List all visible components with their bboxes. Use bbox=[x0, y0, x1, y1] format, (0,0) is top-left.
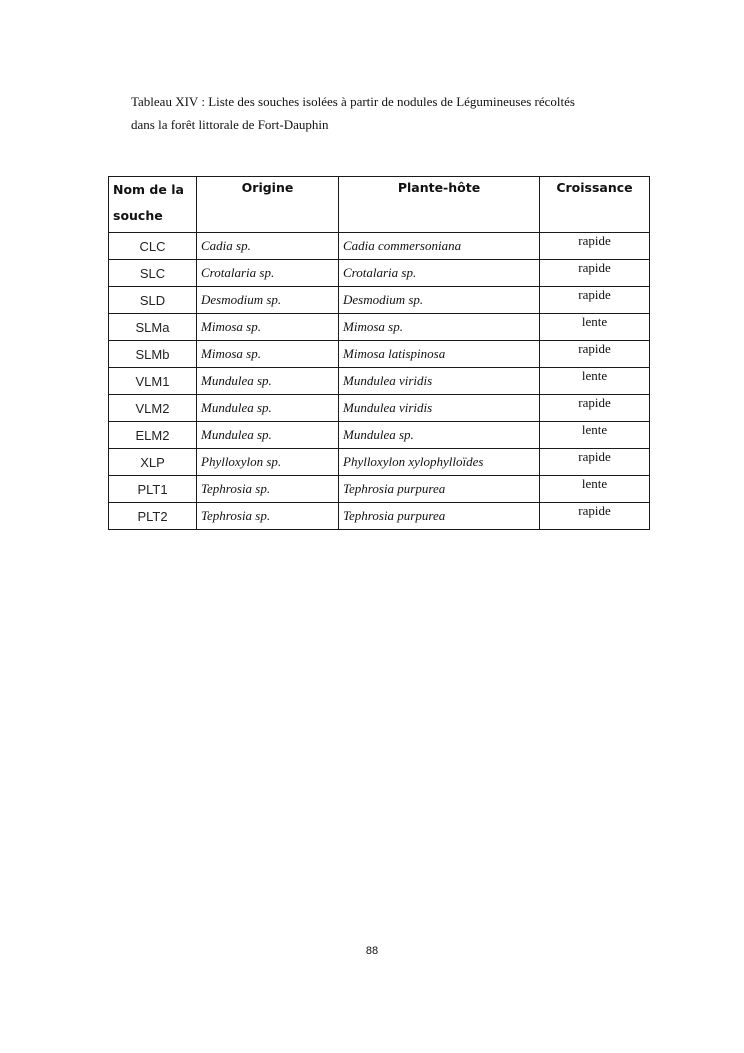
cell-origin: Mimosa sp. bbox=[197, 314, 339, 341]
cell-growth: lente bbox=[540, 422, 650, 449]
header-strain-name-line-2: souche bbox=[113, 208, 163, 223]
header-strain-name bbox=[109, 177, 197, 233]
cell-origin: Desmodium sp. bbox=[197, 287, 339, 314]
cell-origin: Mundulea sp. bbox=[197, 368, 339, 395]
cell-host-plant: Mimosa sp. bbox=[339, 314, 540, 341]
cell-host-plant: Mundulea viridis bbox=[339, 368, 540, 395]
cell-strain-code: SLMa bbox=[109, 314, 197, 341]
header-strain-name-line-1: Nom de la bbox=[113, 182, 184, 197]
cell-origin: Crotalaria sp. bbox=[197, 260, 339, 287]
cell-host-plant: Mimosa latispinosa bbox=[339, 341, 540, 368]
cell-growth: lente bbox=[540, 476, 650, 503]
table-row bbox=[109, 260, 650, 287]
table-row bbox=[109, 395, 650, 422]
cell-strain-code: CLC bbox=[109, 233, 197, 260]
cell-host-plant: Desmodium sp. bbox=[339, 287, 540, 314]
cell-host-plant: Tephrosia purpurea bbox=[339, 476, 540, 503]
cell-strain-code: SLMb bbox=[109, 341, 197, 368]
page-number: 88 bbox=[365, 945, 379, 957]
cell-growth: rapide bbox=[540, 503, 650, 530]
table-row bbox=[109, 287, 650, 314]
table-header bbox=[109, 177, 650, 233]
caption-line-2: dans la forêt littorale de Fort-Dauphin bbox=[131, 117, 329, 132]
cell-host-plant: Mundulea viridis bbox=[339, 395, 540, 422]
cell-host-plant: Mundulea sp. bbox=[339, 422, 540, 449]
cell-strain-code: SLD bbox=[109, 287, 197, 314]
cell-growth: rapide bbox=[540, 233, 650, 260]
cell-growth: lente bbox=[540, 368, 650, 395]
cell-origin: Mundulea sp. bbox=[197, 422, 339, 449]
table-row bbox=[109, 449, 650, 476]
cell-host-plant: Crotalaria sp. bbox=[339, 260, 540, 287]
header-origin: Origine bbox=[197, 177, 339, 233]
table-row bbox=[109, 422, 650, 449]
cell-growth: rapide bbox=[540, 395, 650, 422]
cell-strain-code: PLT1 bbox=[109, 476, 197, 503]
cell-origin: Cadia sp. bbox=[197, 233, 339, 260]
cell-origin: Tephrosia sp. bbox=[197, 476, 339, 503]
table-row bbox=[109, 503, 650, 530]
cell-origin: Mimosa sp. bbox=[197, 341, 339, 368]
cell-origin: Phylloxylon sp. bbox=[197, 449, 339, 476]
header-host-plant: Plante-hôte bbox=[339, 177, 540, 233]
strain-table bbox=[108, 176, 650, 530]
cell-strain-code: XLP bbox=[109, 449, 197, 476]
cell-growth: rapide bbox=[540, 449, 650, 476]
cell-growth: rapide bbox=[540, 341, 650, 368]
cell-strain-code: PLT2 bbox=[109, 503, 197, 530]
cell-origin: Tephrosia sp. bbox=[197, 503, 339, 530]
caption-line-1: Tableau XIV : Liste des souches isolées à partir de nodules de Légumineuses récoltés bbox=[131, 94, 575, 109]
cell-strain-code: ELM2 bbox=[109, 422, 197, 449]
cell-growth: lente bbox=[540, 314, 650, 341]
cell-host-plant: Tephrosia purpurea bbox=[339, 503, 540, 530]
cell-growth: rapide bbox=[540, 260, 650, 287]
strain-table-container bbox=[108, 176, 649, 530]
cell-strain-code: VLM1 bbox=[109, 368, 197, 395]
cell-strain-code: SLC bbox=[109, 260, 197, 287]
table-row bbox=[109, 476, 650, 503]
cell-host-plant: Phylloxylon xylophylloïdes bbox=[339, 449, 540, 476]
table-row bbox=[109, 368, 650, 395]
cell-strain-code: VLM2 bbox=[109, 395, 197, 422]
header-growth: Croissance bbox=[540, 177, 650, 233]
cell-origin: Mundulea sp. bbox=[197, 395, 339, 422]
table-row bbox=[109, 341, 650, 368]
table-row bbox=[109, 314, 650, 341]
table-row bbox=[109, 233, 650, 260]
cell-growth: rapide bbox=[540, 287, 650, 314]
table-caption bbox=[131, 90, 671, 136]
header-row bbox=[109, 177, 650, 233]
cell-host-plant: Cadia commersoniana bbox=[339, 233, 540, 260]
table-body bbox=[109, 233, 650, 530]
